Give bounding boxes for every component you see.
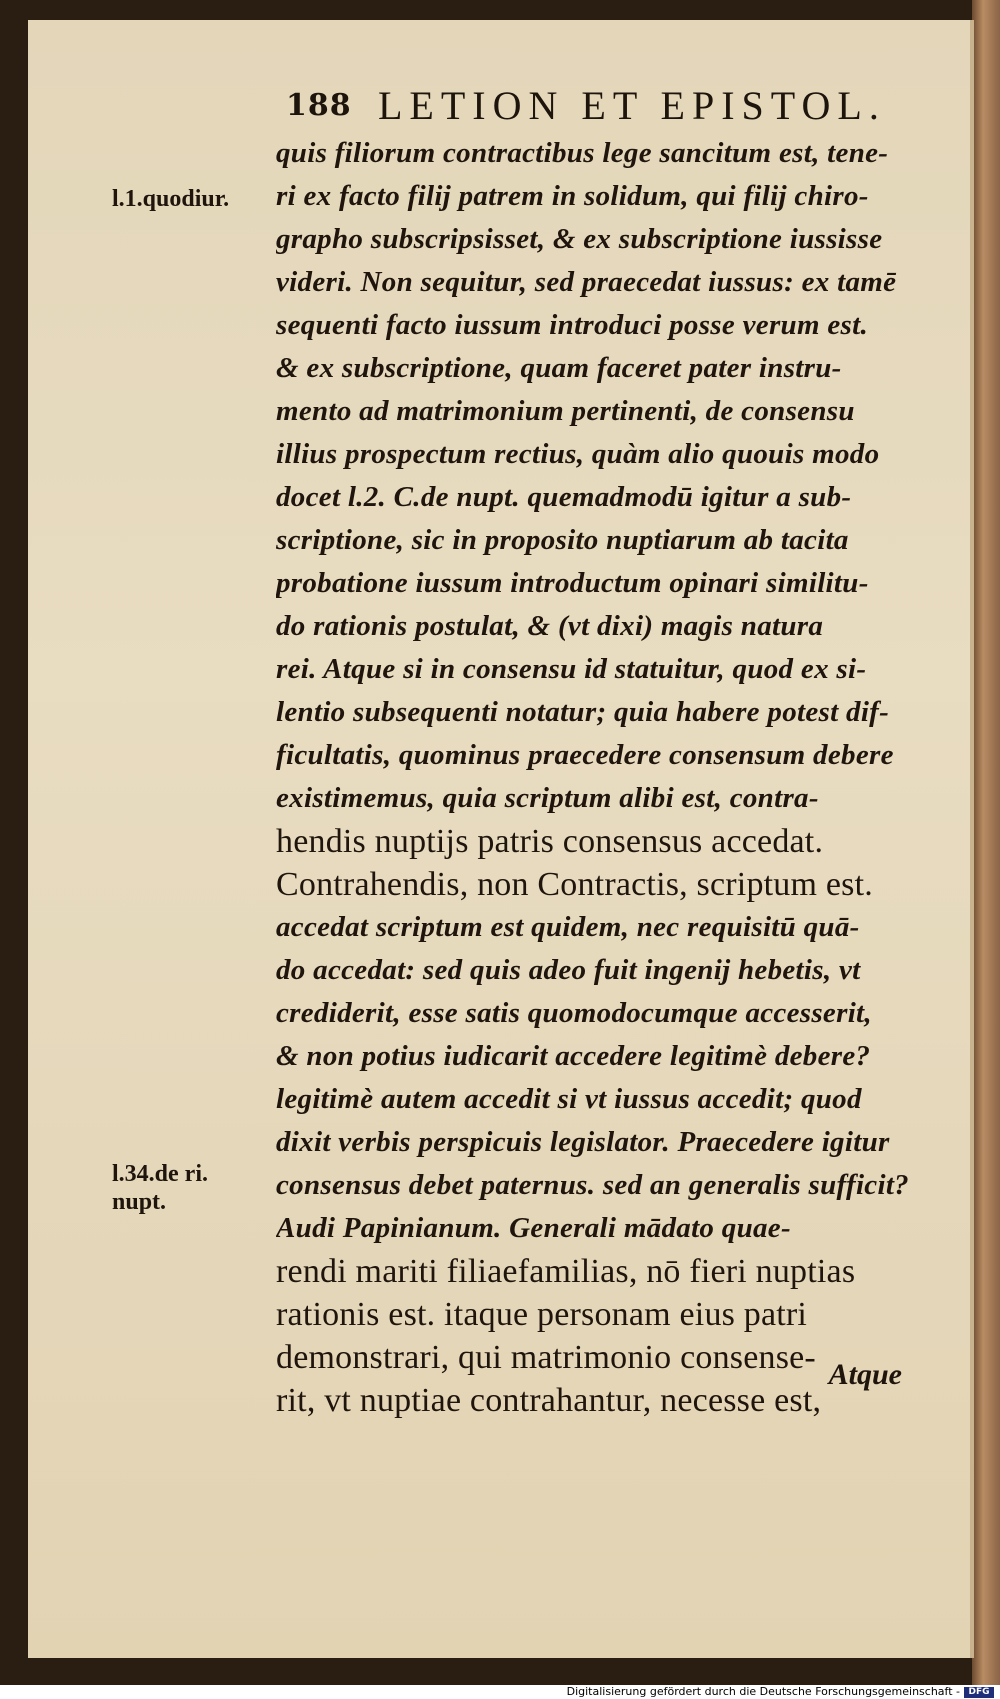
page-number: 188 <box>286 88 352 123</box>
text-line: Contrahendis, non Contractis, scriptum est. <box>276 866 873 903</box>
text-line: do accedat: sed quis adeo fuit ingenij hebetis, vt <box>276 954 861 986</box>
text-line: probatione iussum introductum opinari similitu- <box>276 567 869 599</box>
text-line: rit, vt nuptiae contrahantur, necesse est, <box>276 1382 822 1419</box>
page-header <box>28 64 970 128</box>
text-line: do rationis postulat, & (vt dixi) magis natura <box>276 610 824 642</box>
text-line: ficultatis, quominus praecedere consensum debere <box>276 739 894 771</box>
text-line: existimemus, quia scriptum alibi est, contra- <box>276 782 819 814</box>
text-line: grapho subscripsisset, & ex subscriptione iussisse <box>276 223 883 255</box>
text-line: scriptione, sic in proposito nuptiarum ab tacita <box>276 524 849 556</box>
text-line: rationis est. itaque personam eius patri <box>276 1296 808 1333</box>
dfg-logo: DFG <box>964 1687 994 1698</box>
book-edge <box>972 0 1000 1686</box>
text-line: lentio subsequenti notatur; quia habere potest dif- <box>276 696 890 728</box>
running-title: LETION ET EPISTOL. <box>378 83 886 128</box>
book-page <box>28 20 974 1658</box>
text-line: demonstrari, qui matrimonio consense- <box>276 1339 816 1376</box>
text-line: legitimè autem accedit si vt iussus accedit; quod <box>276 1083 862 1115</box>
margin-note: l.1.quodiur. <box>112 186 230 212</box>
text-line: mento ad matrimonium pertinenti, de consensu <box>276 395 855 427</box>
text-block <box>276 132 952 1422</box>
text-line: rei. Atque si in consensu id statuitur, quod ex si- <box>276 653 867 685</box>
text-line: illius prospectum rectius, quàm alio quouis modo <box>276 438 880 470</box>
text-line: quis filiorum contractibus lege sancitum est, tene- <box>276 137 889 169</box>
text-line: crediderit, esse satis quomodocumque accesserit, <box>276 997 872 1029</box>
text-line: ri ex facto filij patrem in solidum, qui filij chiro- <box>276 180 869 212</box>
text-line: rendi mariti filiaefamilias, nō fieri nuptias <box>276 1253 856 1290</box>
text-line: videri. Non sequitur, sed praecedat iussus: ex tamē <box>276 266 897 298</box>
footer-bar <box>0 1685 1000 1699</box>
funding-credit: Digitalisierung gefördert durch die Deutsche Forschungsgemeinschaft - <box>566 1685 960 1698</box>
text-line: sequenti facto iussum introduci posse verum est. <box>276 309 869 341</box>
catchword: Atque <box>828 1358 902 1391</box>
text-line: dixit verbis perspicuis legislator. Praecedere igitur <box>276 1126 890 1158</box>
text-line: accedat scriptum est quidem, nec requisitū quā- <box>276 911 860 943</box>
text-line: consensus debet paternus. sed an generalis sufficit? <box>276 1169 909 1201</box>
margin-note: l.34.de ri. nupt. <box>112 1161 208 1215</box>
text-line: & ex subscriptione, quam faceret pater instru- <box>276 352 842 384</box>
text-line: & non potius iudicarit accedere legitimè debere? <box>276 1040 871 1072</box>
text-line: docet l.2. C.de nupt. quemadmodū igitur a sub- <box>276 481 852 513</box>
text-line: Audi Papinianum. Generali mādato quae- <box>276 1212 791 1244</box>
text-line: hendis nuptijs patris consensus accedat. <box>276 823 824 860</box>
